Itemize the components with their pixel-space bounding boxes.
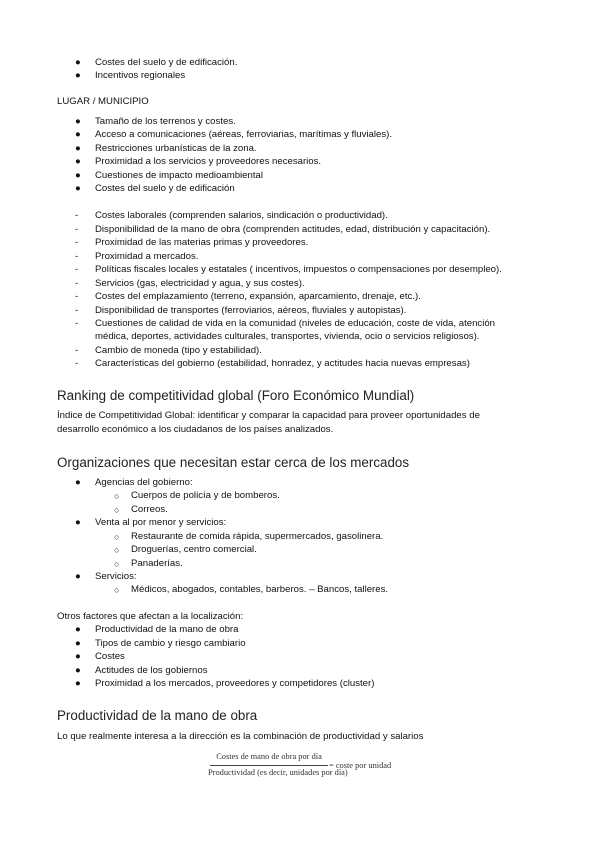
section-label-lugar: LUGAR / MUNICIPIO <box>57 96 149 107</box>
document-page: ● Costes del suelo y de edificación. ● Incentivos regionales LUGAR / MUNICIPIO ● Tamaño de los terrenos y costes. ● Acceso a comunicaciones (aéreas, ferroviarias, marítimas y fluviales). ● Restricciones urbanísticas de la zona. ● Proximidad a los servicios y proveedores necesarios. ● Cuestiones de impacto medioambiental ● Costes del suelo y de edificación - Costes laborales (comprenden salarios, sindicación o productividad). - Disponibilidad de la mano de obra (comprenden actitudes, edad, distribución y capacitación). - Proximidad de las materias primas y proveedores. - Proximidad a mercados. - Políticas fiscales locales y estatales ( incentivos, impuestos o compensaciones por desempleo). - Servicios (gas, electricidad y agua, y sus costes). - Costes del emplazamiento (terreno, expansión, aparcamiento, drenaje, etc.). - Disponibilidad de transportes (ferroviarios, aéreos, fluviales y autopistas). - Cuestiones de calidad de vida en la comunidad (niveles de educación, coste de vida, atención médica, deportes, actividades culturales, transportes, vivienda, ocio o servicios religiosos). - Cambio de moneda (tipo y estabilidad). - Características del gobierno (estabilidad, honradez, y actitudes hacia nuevas empresas) Ranking de competitividad global (Foro Económico Mundial) Índice de Competitividad Global: identificar y comparar la capacidad para proveer oportunidades de desarrollo económico a los ciudadanos de los países analizados. Organizaciones que necesitan estar cerca de los mercados ● Agencias del gobierno: ○ Cuerpos de policía y de bomberos. ○ Correos. ● Venta al por menor y servicios: ○ Restaurante de comida rápida, supermercados, gasolinera. ○ Droguerías, centro comercial. ○ Panaderías. ● Servicios: ○ Médicos, abogados, contables, barberos. – Bancos, talleres. Otros factores que afectan a la localización: ● Productividad de la mano de obra ● Tipos de cambio y riesgo cambiario ● Costes ● Actitudes de los gobiernos ● Proximidad a los mercados, proveedores y competidores (cluster) Productividad de la mano de obra Lo que realmente interesa a la dirección es la combinación de productividad y salarios Costes de mano de obra por día Productividad (es decir, unidades por día) = coste por unidad <box>57 57 502 777</box>
paragraph: desarrollo económico a los ciudadanos de los países analizados. <box>57 424 334 435</box>
paragraph: Índice de Competitividad Global: identificar y comparar la capacidad para proveer oportunidades de <box>57 410 480 421</box>
formula-numerator: Costes de mano de obra por día <box>216 752 322 761</box>
formula-result: = coste por unidad <box>329 761 392 770</box>
heading-ranking: Ranking de competitividad global (Foro Económico Mundial) <box>57 388 415 403</box>
formula-fraction-bar <box>210 765 328 766</box>
paragraph: Lo que realmente interesa a la dirección es la combinación de productividad y salarios <box>57 731 424 742</box>
heading-productividad: Productividad de la mano de obra <box>57 708 258 723</box>
formula-denominator: Productividad (es decir, unidades por día) <box>208 768 348 777</box>
section-label-otros: Otros factores que afectan a la localización: <box>57 611 244 622</box>
heading-organizaciones: Organizaciones que necesitan estar cerca de los mercados <box>57 455 410 470</box>
